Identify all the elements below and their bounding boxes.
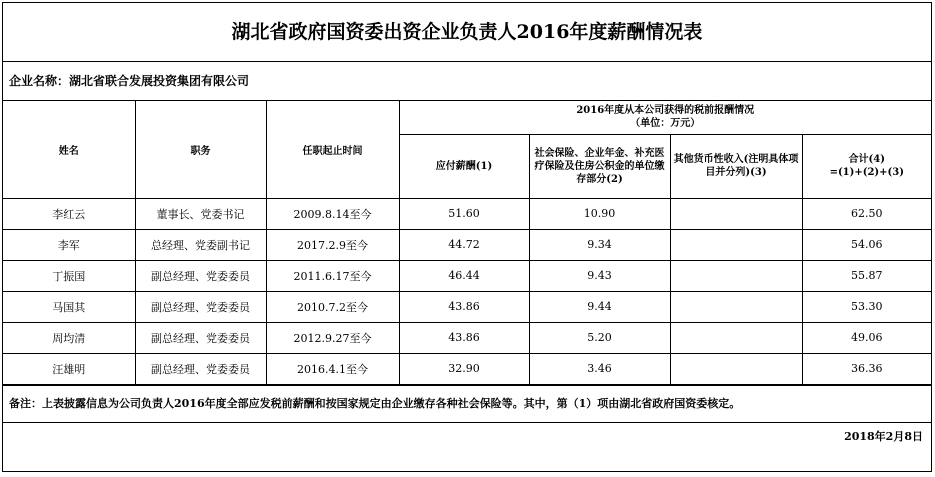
cell-total: 62.50 xyxy=(802,198,931,229)
cell-total: 36.36 xyxy=(802,353,931,384)
cell-insurance: 9.34 xyxy=(529,229,670,260)
cell-other xyxy=(670,291,802,322)
header-col4 xyxy=(802,134,931,198)
cell-other xyxy=(670,198,802,229)
table-row xyxy=(3,353,931,384)
header-tenure: 任职起止时间 xyxy=(266,101,399,198)
cell-tenure: 2010.7.2至今 xyxy=(266,291,399,322)
cell-insurance: 10.90 xyxy=(529,198,670,229)
cell-position: 副总经理、党委委员 xyxy=(135,322,266,353)
cell-name: 马国其 xyxy=(3,291,135,322)
company-name: 企业名称：湖北省联合发展投资集团有限公司 xyxy=(3,62,931,101)
cell-tenure: 2009.8.14至今 xyxy=(266,198,399,229)
cell-insurance: 5.20 xyxy=(529,322,670,353)
cell-position: 副总经理、党委委员 xyxy=(135,353,266,384)
cell-name: 周均清 xyxy=(3,322,135,353)
report-date: 2018年2月8日 xyxy=(844,429,923,443)
table-row xyxy=(3,260,931,291)
header-col4-line2: =(1)+(2)+(3) xyxy=(829,167,904,178)
cell-tenure: 2017.2.9至今 xyxy=(266,229,399,260)
cell-tenure: 2012.9.27至今 xyxy=(266,322,399,353)
cell-insurance: 3.46 xyxy=(529,353,670,384)
cell-total: 54.06 xyxy=(802,229,931,260)
cell-other xyxy=(670,322,802,353)
cell-name: 李军 xyxy=(3,229,135,260)
cell-pay: 46.44 xyxy=(399,260,529,291)
header-col4-line1: 合计(4) xyxy=(848,154,885,165)
table-row xyxy=(3,198,931,229)
cell-pay: 51.60 xyxy=(399,198,529,229)
cell-position: 总经理、党委副书记 xyxy=(135,229,266,260)
table-row xyxy=(3,229,931,260)
header-row-1 xyxy=(3,101,931,134)
header-group-title: 2016年度从本公司获得的税前报酬情况 xyxy=(576,105,755,117)
header-name: 姓名 xyxy=(3,101,135,198)
salary-table xyxy=(3,101,931,385)
salary-sheet xyxy=(2,2,932,472)
cell-name: 李红云 xyxy=(3,198,135,229)
cell-pay: 43.86 xyxy=(399,291,529,322)
cell-other xyxy=(670,260,802,291)
cell-position: 副总经理、党委委员 xyxy=(135,260,266,291)
header-group-unit: （单位：万元） xyxy=(630,118,701,130)
cell-total: 55.87 xyxy=(802,260,931,291)
cell-insurance: 9.44 xyxy=(529,291,670,322)
cell-tenure: 2016.4.1至今 xyxy=(266,353,399,384)
cell-pay: 43.86 xyxy=(399,322,529,353)
cell-other xyxy=(670,353,802,384)
cell-total: 53.30 xyxy=(802,291,931,322)
cell-pay: 32.90 xyxy=(399,353,529,384)
header-group xyxy=(399,101,931,134)
header-col2: 社会保险、企业年金、补充医疗保险及住房公积金的单位缴存部分(2) xyxy=(529,134,670,198)
cell-position: 董事长、党委书记 xyxy=(135,198,266,229)
header-col1: 应付薪酬(1) xyxy=(399,134,529,198)
header-col3: 其他货币性收入(注明具体项目并分列)(3) xyxy=(670,134,802,198)
sheet-title: 湖北省政府国资委出资企业负责人2016年度薪酬情况表 xyxy=(3,3,931,62)
cell-name: 丁振国 xyxy=(3,260,135,291)
cell-total: 49.06 xyxy=(802,322,931,353)
cell-insurance: 9.43 xyxy=(529,260,670,291)
table-row xyxy=(3,322,931,353)
header-position: 职务 xyxy=(135,101,266,198)
table-row xyxy=(3,291,931,322)
cell-name: 汪雄明 xyxy=(3,353,135,384)
cell-pay: 44.72 xyxy=(399,229,529,260)
cell-tenure: 2011.6.17至今 xyxy=(266,260,399,291)
cell-other xyxy=(670,229,802,260)
footnote: 备注：上表披露信息为公司负责人2016年度全部应发税前薪酬和按国家规定由企业缴存各种社会保险等。其中，第（1）项由湖北省政府国资委核定。 xyxy=(3,385,931,423)
cell-position: 副总经理、党委委员 xyxy=(135,291,266,322)
